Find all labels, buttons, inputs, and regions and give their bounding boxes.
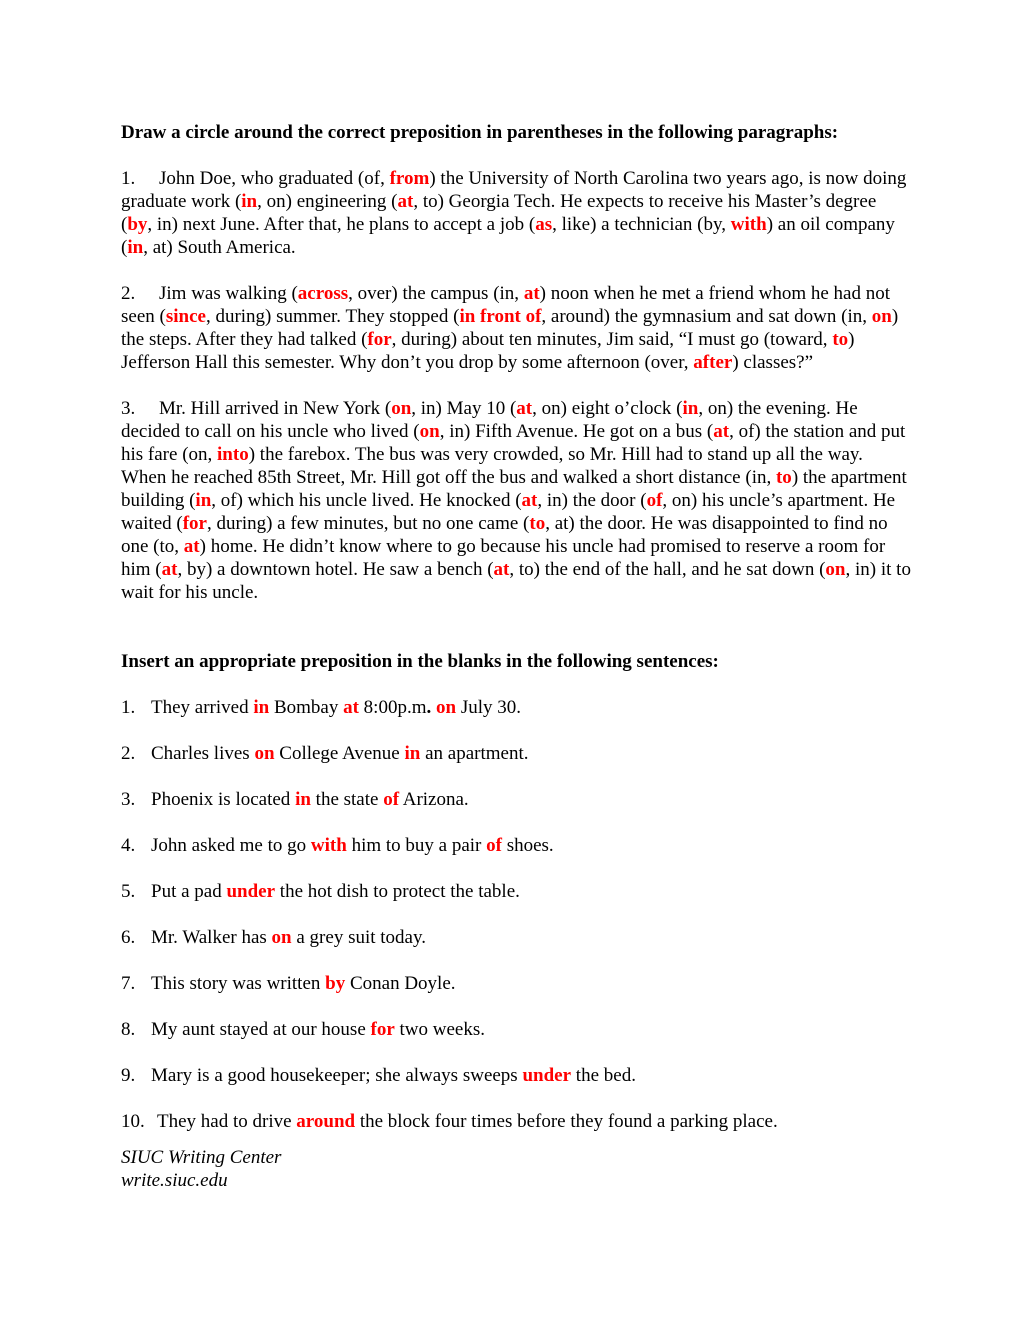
text-run: , at) the door. He was disappointed to find no one (to, — [121, 513, 888, 557]
item-number: 9. — [121, 1065, 136, 1086]
answer-preposition: in — [127, 237, 144, 258]
section1-heading: Draw a circle around the correct preposition in parentheses in the following paragraphs: — [121, 122, 839, 143]
answer-preposition: on — [391, 398, 412, 419]
answer-preposition: into — [217, 444, 249, 465]
text-run: a grey suit today. — [291, 927, 426, 948]
footer-org: SIUC Writing Center — [121, 1147, 282, 1168]
answer-preposition: in — [241, 191, 258, 212]
worksheet-page — [121, 121, 911, 1192]
text-run: They had to drive — [157, 1111, 297, 1132]
spacer — [121, 1087, 911, 1110]
text-run: the bed. — [571, 1065, 636, 1086]
section2-heading: Insert an appropriate preposition in the blanks in the following sentences: — [121, 651, 719, 672]
paragraph-number: 2. — [121, 283, 136, 304]
spacer — [121, 1133, 911, 1146]
answer-preposition: at — [521, 490, 538, 511]
answer-preposition: to — [832, 329, 849, 350]
paragraph-3 — [121, 397, 911, 466]
paragraph-1 — [121, 167, 911, 259]
answer-preposition: in — [404, 743, 421, 764]
text-run: Jim was walking ( — [159, 283, 298, 304]
text-run: 8:00p.m — [358, 697, 427, 718]
answer-preposition: under — [226, 881, 276, 902]
exercise-item — [121, 972, 911, 995]
footer-site: write.siuc.edu — [121, 1170, 228, 1191]
item-number: 3. — [121, 789, 136, 810]
spacer — [121, 811, 911, 834]
text-run: John asked me to go — [151, 835, 311, 856]
paragraph-number: 1. — [121, 168, 136, 189]
text-run: This story was written — [151, 973, 326, 994]
answer-preposition: on — [419, 421, 440, 442]
answer-preposition: with — [310, 835, 347, 856]
answer-preposition: at — [493, 559, 510, 580]
exercise-item — [121, 1018, 911, 1041]
exercise-item — [121, 788, 911, 811]
text-run: They arrived — [151, 697, 254, 718]
text-run: the block four times before they found a parking place. — [355, 1111, 778, 1132]
spacer — [121, 903, 911, 926]
spacer — [121, 673, 911, 696]
text-run: Bombay — [269, 697, 344, 718]
answer-preposition: of — [383, 789, 400, 810]
text-run: ) an oil company ( — [121, 214, 895, 258]
answer-preposition: of — [646, 490, 663, 511]
text-run: , of) the station and put his fare (on, — [121, 421, 906, 465]
text-run: the hot dish to protect the table. — [275, 881, 520, 902]
spacer — [121, 765, 911, 788]
answer-preposition: on — [825, 559, 846, 580]
text-run: July 30. — [456, 697, 521, 718]
answer-preposition: with — [730, 214, 767, 235]
text-run: , of) which his uncle lived. He knocked ( — [211, 490, 522, 511]
text-run: College Avenue — [274, 743, 405, 764]
answer-preposition: at — [397, 191, 414, 212]
exercise-item — [121, 834, 911, 857]
answer-preposition: at — [516, 398, 533, 419]
text-run: Mr. Walker has — [151, 927, 272, 948]
answer-preposition: at — [183, 536, 200, 557]
section1-paragraphs — [121, 167, 911, 604]
spacer — [121, 949, 911, 972]
item-number: 10. — [121, 1111, 145, 1132]
spacer — [121, 374, 911, 397]
text-run: Mr. Hill arrived in New York ( — [159, 398, 392, 419]
answer-preposition: since — [165, 306, 206, 327]
answer-preposition: in front of — [459, 306, 542, 327]
item-number: 1. — [121, 697, 136, 718]
text-run: ) home. He didn’t know where to go because his uncle had promised to reserve a room for him ( — [121, 536, 886, 580]
text-run: ) the farebox. The bus was very crowded, so Mr. Hill had to stand up all the way. — [248, 444, 863, 465]
text-run: ) Jefferson Hall this semester. Why don’t you drop by some afternoon (over, — [121, 329, 855, 373]
text-run: Mary is a good housekeeper; she always sweeps — [151, 1065, 523, 1086]
spacer — [121, 857, 911, 880]
section2-items — [121, 696, 911, 1146]
answer-preposition: for — [367, 329, 392, 350]
answer-preposition: to — [529, 513, 546, 534]
answer-preposition: in — [195, 490, 212, 511]
answer-preposition: in — [253, 697, 270, 718]
text-run: , on) his uncle’s apartment. He waited ( — [121, 490, 896, 534]
item-number: 5. — [121, 881, 136, 902]
answer-preposition: on — [435, 697, 457, 718]
item-number: 6. — [121, 927, 136, 948]
exercise-item — [121, 742, 911, 765]
text-run: Arizona. — [399, 789, 469, 810]
item-number: 2. — [121, 743, 136, 764]
answer-preposition: on — [254, 743, 275, 764]
text-run: ) the University of North Carolina two years ago, is now doing graduate work ( — [121, 168, 907, 212]
text-run: two weeks. — [394, 1019, 486, 1040]
text-run: the state — [310, 789, 384, 810]
text-run: , by) a downtown hotel. He saw a bench ( — [177, 559, 494, 580]
paragraph-2 — [121, 282, 911, 374]
text-run: John Doe, who graduated (of, — [159, 168, 390, 189]
text-run: , around) the gymnasium and sat down (in, — [541, 306, 872, 327]
text-run: Phoenix is located — [151, 789, 296, 810]
answer-preposition: as — [535, 214, 553, 235]
answer-preposition: by — [325, 973, 346, 994]
text-run: , on) engineering ( — [257, 191, 398, 212]
text-run: , at) South America. — [143, 237, 296, 258]
text-run: ) classes?” — [732, 352, 814, 373]
text-run: him to buy a pair — [346, 835, 487, 856]
spacer — [121, 995, 911, 1018]
text-run: , during) summer. They stopped ( — [205, 306, 460, 327]
spacer — [121, 719, 911, 742]
text-run: , in) next June. After that, he plans to accept a job ( — [147, 214, 536, 235]
text-run: ) the apartment building ( — [121, 467, 907, 511]
text-run: , to) Georgia Tech. He expects to receive his Master’s degree ( — [121, 191, 877, 235]
answer-preposition: at — [161, 559, 178, 580]
answer-preposition: to — [775, 467, 792, 488]
answer-preposition: on — [871, 306, 892, 327]
exercise-item — [121, 1110, 911, 1133]
text-run: , in) Fifth Avenue. He got on a bus ( — [439, 421, 714, 442]
item-number: 8. — [121, 1019, 136, 1040]
spacer — [121, 259, 911, 282]
text-run: shoes. — [501, 835, 554, 856]
text-run: ) the steps. After they had talked ( — [121, 306, 899, 350]
text-run: My aunt stayed at our house — [151, 1019, 371, 1040]
spacer — [121, 144, 911, 167]
exercise-item — [121, 696, 911, 719]
paragraph-4 — [121, 466, 911, 604]
text-run: , in) the door ( — [537, 490, 647, 511]
text-run: , on) the evening. He decided to call on his uncle who lived ( — [121, 398, 858, 442]
answer-preposition: at — [713, 421, 730, 442]
text-run: , in) it to wait for his uncle. — [121, 559, 911, 603]
text-run: ) noon when he met a friend whom he had not seen ( — [121, 283, 890, 327]
text-run: , to) the end of the hall, and he sat down ( — [509, 559, 826, 580]
answer-preposition: on — [271, 927, 292, 948]
text-run: , like) a technician (by, — [552, 214, 731, 235]
spacer — [121, 604, 911, 650]
exercise-item — [121, 880, 911, 903]
text-run: When he reached 85th Street, Mr. Hill got off the bus and walked a short distance (in, — [121, 467, 776, 488]
answer-preposition: at — [523, 283, 540, 304]
text-run: , on) eight o’clock ( — [532, 398, 683, 419]
text-run: , during) about ten minutes, Jim said, “I must go (toward, — [391, 329, 833, 350]
answer-preposition: in — [295, 789, 311, 810]
answer-preposition: for — [370, 1019, 395, 1040]
spacer — [121, 1041, 911, 1064]
text-run: an apartment. — [420, 743, 529, 764]
item-number: 7. — [121, 973, 136, 994]
answer-preposition: at — [343, 697, 359, 718]
answer-preposition: by — [127, 214, 148, 235]
answer-preposition: for — [182, 513, 207, 534]
text-run: , during) a few minutes, but no one came ( — [207, 513, 530, 534]
answer-preposition: around — [296, 1111, 356, 1132]
text-run: Put a pad — [151, 881, 227, 902]
exercise-item — [121, 926, 911, 949]
answer-preposition: in — [682, 398, 699, 419]
answer-preposition: from — [389, 168, 430, 189]
item-number: 4. — [121, 835, 136, 856]
text-run: Charles lives — [151, 743, 255, 764]
text-run: , over) the campus (in, — [348, 283, 524, 304]
text-run: Conan Doyle. — [345, 973, 456, 994]
exercise-item — [121, 1064, 911, 1087]
bold-text: . — [426, 697, 432, 718]
answer-preposition: under — [522, 1065, 572, 1086]
answer-preposition: across — [297, 283, 349, 304]
paragraph-number: 3. — [121, 398, 136, 419]
answer-preposition: after — [693, 352, 733, 373]
answer-preposition: of — [486, 835, 502, 856]
text-run: , in) May 10 ( — [411, 398, 517, 419]
